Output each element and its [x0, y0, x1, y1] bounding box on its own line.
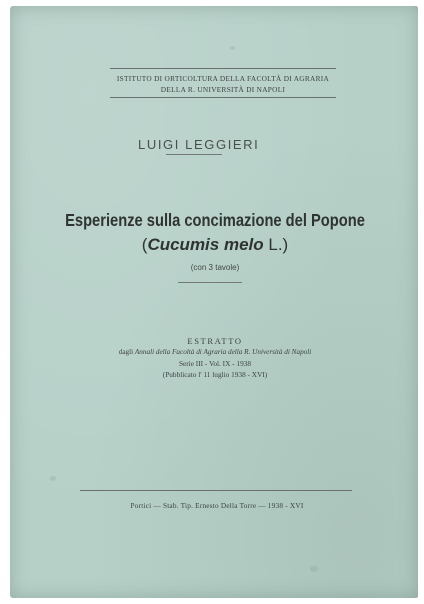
author-divider	[166, 154, 222, 155]
journal-name: Annali della Facoltà di Agraria della R. Università di Napoli	[134, 348, 312, 356]
offprint-label: ESTRATTO	[187, 336, 243, 346]
series-line: Serie III - Vol. IX - 1938	[178, 359, 252, 368]
offprint-block	[50, 335, 380, 380]
booklet-cover	[10, 6, 418, 598]
journal-prefix: dagli	[118, 348, 135, 356]
stain-spot	[310, 566, 318, 572]
species-name: Cucumis melo	[147, 235, 264, 254]
institution-bottom-rule	[110, 97, 336, 98]
journal-line	[50, 347, 380, 358]
species-authority: L.	[263, 235, 283, 254]
printer-imprint: Portici — Stab. Tip. Ernesto Della Torre — 1938 - XVI	[130, 501, 304, 510]
publication-date: (Pubblicato l' 11 luglio 1938 - XVI)	[162, 370, 268, 379]
institution-top-rule	[110, 68, 336, 69]
author-name: LUIGI LEGGIERI	[138, 137, 260, 152]
plates-note: (con 3 tavole)	[190, 263, 240, 272]
subtitle-close-paren: )	[282, 235, 289, 254]
printer-top-rule	[80, 490, 352, 491]
title-divider	[178, 282, 242, 283]
stain-spot	[50, 476, 56, 481]
subtitle-open-paren: (	[141, 235, 148, 254]
book-title: Esperienze sulla concimazione del Popone	[65, 210, 365, 230]
institution-line-1: ISTITUTO DI ORTICOLTURA DELLA FACOLTÀ DI AGRARIA	[116, 74, 330, 83]
book-subtitle	[20, 235, 410, 255]
stain-spot	[230, 46, 235, 50]
institution-line-2: DELLA R. UNIVERSITÀ DI NAPOLI	[160, 85, 286, 94]
